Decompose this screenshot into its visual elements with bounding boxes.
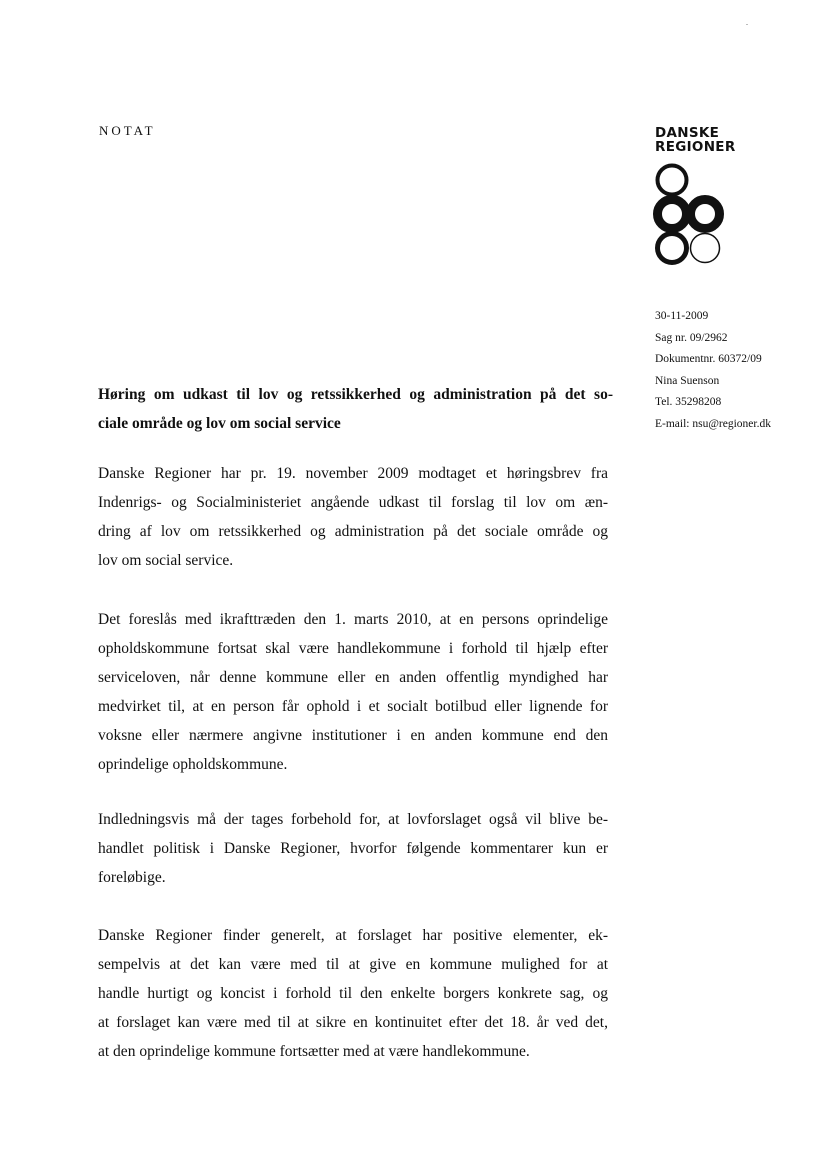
paragraph-1 <box>98 459 608 575</box>
danske-regioner-logo-icon <box>650 160 730 270</box>
title-line-2: ciale område og lov om social service <box>98 415 341 432</box>
meta-email: E-mail: nsu@regioner.dk <box>655 417 771 430</box>
paragraph-line: Det foreslås med ikrafttræden den 1. marts 2010, at en persons oprindelige <box>98 611 608 628</box>
meta-case-number: Sag nr. 09/2962 <box>655 331 728 344</box>
paragraph-line: handle hurtigt og koncist i forhold til den enkelte borgers konkrete sag, og <box>98 985 608 1002</box>
logo-line-1: DANSKE <box>655 125 720 141</box>
paragraph-line: Danske Regioner finder generelt, at forslaget har positive elementer, ek- <box>98 927 608 944</box>
paragraph-line: dring af lov om retssikkerhed og administration på det sociale område og <box>98 523 608 540</box>
meta-document-number: Dokumentnr. 60372/09 <box>655 353 762 365</box>
title-line-1: Høring om udkast til lov og retssikkerhed og administration på det so- <box>98 386 613 403</box>
paragraph-line: Indledningsvis må der tages forbehold for, at lovforslaget også vil blive be- <box>98 811 608 828</box>
paragraph-line: medvirket til, at en person får ophold i et socialt botilbud eller lignende for <box>98 698 608 715</box>
logo-circle-mid-left <box>658 200 687 229</box>
paragraph-2 <box>98 605 608 779</box>
paragraph-line: handlet politisk i Danske Regioner, hvorfor følgende kommentarer kun er <box>98 840 608 857</box>
paragraph-line: serviceloven, når denne kommune eller en anden offentlig myndighed har <box>98 669 608 686</box>
meta-phone: Tel. 35298208 <box>655 396 722 408</box>
meta-date: 30-11-2009 <box>655 310 709 322</box>
logo-circle-top <box>658 166 687 195</box>
logo-circle-bottom-left <box>658 234 687 263</box>
logo-line-2: REGIONER <box>655 139 736 155</box>
paragraph-line: Indenrigs- og Socialministeriet angående udkast til forslag til lov om æn- <box>98 494 608 511</box>
scan-speck <box>746 24 748 25</box>
meta-author: Nina Suenson <box>655 374 720 387</box>
paragraph-line: foreløbige. <box>98 869 166 886</box>
organization-logo-text <box>655 126 736 154</box>
paragraph-line: at den oprindelige kommune fortsætter med at være handlekommune. <box>98 1043 530 1060</box>
document-type-label: NOTAT <box>99 123 156 138</box>
paragraph-line: voksne eller nærmere angivne institutioner i en anden kommune end den <box>98 727 608 744</box>
document-metadata <box>655 306 771 435</box>
logo-circle-mid-right <box>691 200 720 229</box>
paragraph-line: opholdskommune fortsat skal være handlekommune i forhold til hjælp efter <box>98 640 608 657</box>
paragraph-3 <box>98 805 608 892</box>
paragraph-line: at forslaget kan være med til at sikre en kontinuitet efter det 18. år ved det, <box>98 1014 608 1031</box>
logo-circle-bottom-right <box>691 234 720 263</box>
paragraph-line: oprindelige opholdskommune. <box>98 756 288 773</box>
paragraph-line: lov om social service. <box>98 552 234 569</box>
paragraph-line: Danske Regioner har pr. 19. november 2009 modtaget et høringsbrev fra <box>98 465 608 482</box>
paragraph-4 <box>98 921 608 1066</box>
paragraph-line: sempelvis at det kan være med til at give en kommune mulighed for at <box>98 956 608 973</box>
document-title <box>98 380 613 438</box>
